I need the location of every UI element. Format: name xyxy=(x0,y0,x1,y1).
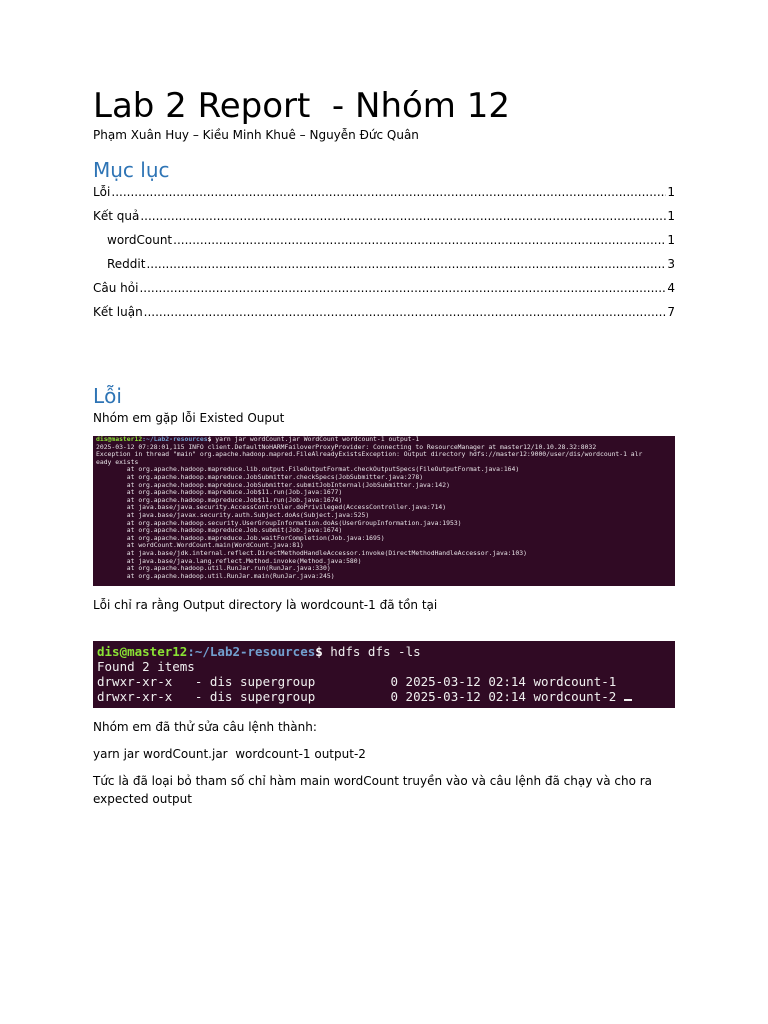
terminal-output-line: at java.base/java.lang.reflect.Method.invoke(Method.java:580) xyxy=(96,556,362,565)
section-intro-text: Nhóm em gặp lỗi Existed Ouput xyxy=(93,411,285,425)
toc-leader-dots xyxy=(111,182,666,202)
terminal-prompt-line xyxy=(93,641,675,659)
terminal-screenshot-ls xyxy=(93,641,675,708)
terminal-output-line: Exception in thread "main" org.apache.hadoop.mapred.FileAlreadyExistsException: Output directory hdfs://master12:9000/user/dis/wordcount-1 alr xyxy=(96,450,643,459)
terminal-output-line: Found 2 items xyxy=(97,659,195,674)
toc-entry-page: 1 xyxy=(667,209,675,223)
toc-entry-page: 1 xyxy=(667,233,675,247)
toc-entry-label: Câu hỏi xyxy=(93,281,139,295)
table-of-contents xyxy=(93,182,675,326)
terminal-output-line: at org.apache.hadoop.mapreduce.JobSubmitter.checkSpecs(JobSubmitter.java:278) xyxy=(96,472,424,481)
toc-leader-dots xyxy=(139,278,666,298)
toc-heading: Mục lục xyxy=(93,158,170,182)
terminal-output-line: at java.base/javax.security.auth.Subject.doAs(Subject.java:525) xyxy=(96,510,370,519)
toc-leader-dots xyxy=(140,206,666,226)
terminal-output-line: at wordCount.WordCount.main(WordCount.java:81) xyxy=(96,541,304,550)
toc-entry-label: Lỗi xyxy=(93,185,111,199)
terminal-output-line: at org.apache.hadoop.mapreduce.Job$11.run(Job.java:1677) xyxy=(96,488,343,497)
error-explanation-text: Lỗi chỉ ra rằng Output directory là wordcount-1 đã tồn tại xyxy=(93,598,438,612)
terminal-prompt-path: :~/Lab2-resources xyxy=(142,436,208,443)
terminal-command: hdfs dfs -ls xyxy=(322,644,421,659)
toc-entry-wordcount[interactable] xyxy=(93,230,675,254)
terminal-output-line: drwxr-xr-x - dis supergroup 0 2025-03-12 02:14 wordcount-2 xyxy=(93,689,675,704)
fix-intro-text: Nhóm em đã thử sửa câu lệnh thành: xyxy=(93,720,317,734)
terminal-output-line: at org.apache.hadoop.mapreduce.JobSubmitter.submitJobInternal(JobSubmitter.java:142) xyxy=(96,480,450,489)
terminal-command: yarn jar wordCount.jar WordCount wordcount-1 output-1 xyxy=(211,436,420,443)
terminal-output-line: at org.apache.hadoop.util.RunJar.run(RunJar.java:330) xyxy=(96,564,331,573)
terminal-prompt-user: dis@master12 xyxy=(96,436,143,443)
terminal-output-line: drwxr-xr-x - dis supergroup 0 2025-03-12 02:14 wordcount-1 xyxy=(97,674,617,689)
terminal-output-line: at org.apache.hadoop.mapreduce.Job.submit(Job.java:1674) xyxy=(96,526,343,535)
toc-entry-page: 3 xyxy=(667,257,675,271)
terminal-output-line: at org.apache.hadoop.mapreduce.Job$11.run(Job.java:1674) xyxy=(96,495,343,504)
toc-entry-reddit[interactable] xyxy=(93,254,675,278)
toc-entry-page: 1 xyxy=(667,185,675,199)
terminal-cursor xyxy=(624,689,632,701)
terminal-output xyxy=(93,444,675,581)
terminal-prompt-symbol: $ xyxy=(315,644,323,659)
toc-leader-dots xyxy=(173,230,666,250)
terminal-output-line: at org.apache.hadoop.util.RunJar.main(RunJar.java:245) xyxy=(96,571,335,580)
terminal-prompt-path: :~/Lab2-resources xyxy=(187,644,316,659)
terminal-prompt-symbol: $ xyxy=(207,436,212,443)
toc-entry-loi[interactable] xyxy=(93,182,675,206)
toc-entry-page: 7 xyxy=(667,305,675,319)
toc-leader-dots xyxy=(144,302,667,322)
terminal-output-line: at org.apache.hadoop.mapreduce.lib.output.FileOutputFormat.checkOutputSpecs(FileOutputFormat.java:164) xyxy=(96,465,520,474)
terminal-prompt-user: dis@master12 xyxy=(97,644,188,659)
terminal-output-line: eady exists xyxy=(96,457,139,466)
toc-entry-label: Kết quả xyxy=(93,209,140,223)
terminal-output xyxy=(93,659,675,704)
terminal-output-line: at org.apache.hadoop.security.UserGroupInformation.doAs(UserGroupInformation.java:1953) xyxy=(96,518,462,527)
terminal-output-line: at java.base/java.security.AccessController.doPrivileged(AccessController.java:714) xyxy=(96,503,447,512)
toc-entry-label: Reddit xyxy=(107,257,146,271)
document-title: Lab 2 Report - Nhóm 12 xyxy=(93,86,510,126)
toc-entry-ket-luan[interactable] xyxy=(93,302,675,326)
section-heading-loi: Lỗi xyxy=(93,384,122,408)
conclusion-text: Tức là đã loại bỏ tham số chỉ hàm main wordCount truyền vào và câu lệnh đã chạy và cho ra expected output xyxy=(93,774,653,806)
toc-entry-ket-qua[interactable] xyxy=(93,206,675,230)
terminal-screenshot-error xyxy=(93,436,675,586)
toc-entry-label: Kết luận xyxy=(93,305,143,319)
toc-entry-cau-hoi[interactable] xyxy=(93,278,675,302)
document-authors: Phạm Xuân Huy – Kiều Minh Khuê – Nguyễn Đức Quân xyxy=(93,128,419,142)
terminal-output-line: 2025-03-12 07:28:01,115 INFO client.DefaultNoHARMFailoverProxyProvider: Connecting to ResourceManager at master12/10.10.28.32:8032 xyxy=(96,442,597,451)
toc-entry-page: 4 xyxy=(667,281,675,295)
toc-leader-dots xyxy=(146,254,666,274)
terminal-output-line: at java.base/jdk.internal.reflect.DirectMethodHandleAccessor.invoke(DirectMethodHandleAccessor.java:103) xyxy=(96,548,527,557)
toc-entry-label: wordCount xyxy=(107,233,173,247)
fix-command-text: yarn jar wordCount.jar wordcount-1 output-2 xyxy=(93,747,366,761)
terminal-output-line: at org.apache.hadoop.mapreduce.Job.waitForCompletion(Job.java:1695) xyxy=(96,533,385,542)
